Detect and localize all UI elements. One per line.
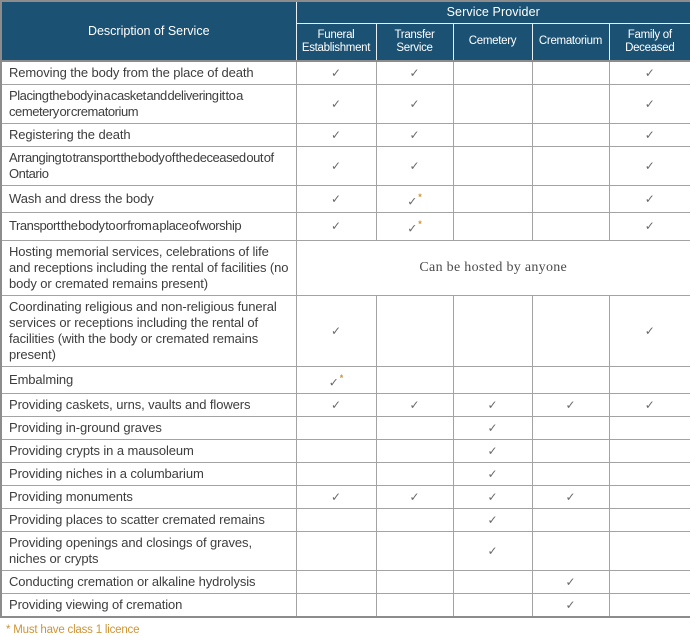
empty-cell	[453, 61, 532, 85]
empty-cell	[296, 462, 376, 485]
check-icon: ✓	[644, 128, 655, 142]
check-cell	[296, 85, 376, 124]
table-row	[1, 295, 690, 366]
table-row	[1, 462, 690, 485]
table-row	[1, 439, 690, 462]
empty-cell	[376, 416, 453, 439]
empty-cell	[609, 570, 690, 593]
check-cell	[296, 393, 376, 416]
empty-cell	[532, 186, 609, 213]
check-icon: ✓	[644, 192, 655, 207]
empty-cell	[376, 531, 453, 570]
check-cell	[609, 186, 690, 213]
table-row	[1, 124, 690, 147]
table-row	[1, 393, 690, 416]
check-icon: ✓	[487, 420, 498, 435]
empty-cell	[453, 124, 532, 147]
check-cell	[609, 85, 690, 124]
check-icon: ✓	[330, 128, 342, 142]
empty-cell	[453, 570, 532, 593]
empty-cell	[532, 124, 609, 147]
check-cell	[296, 295, 376, 366]
table-row	[1, 593, 690, 617]
check-cell	[453, 439, 532, 462]
table-row	[1, 85, 690, 124]
empty-cell	[296, 416, 376, 439]
check-icon: ✓	[644, 219, 655, 234]
service-cell: Providing niches in a columbarium	[1, 462, 296, 485]
empty-cell	[609, 439, 690, 462]
asterisk-icon: *	[418, 219, 422, 230]
table-body	[1, 61, 690, 617]
empty-cell	[296, 593, 376, 617]
service-cell: Arranging to transport the body of the deceased out of Ontario	[1, 147, 296, 186]
empty-cell	[453, 186, 532, 213]
empty-cell	[609, 416, 690, 439]
empty-cell	[453, 85, 532, 124]
check-cell	[296, 485, 376, 508]
service-cell: Transport the body to or from a place of worship	[1, 213, 296, 240]
empty-cell	[296, 439, 376, 462]
check-cell	[609, 61, 690, 85]
empty-cell	[296, 508, 376, 531]
provider-header-family-of-deceased: Family of Deceased	[609, 23, 690, 61]
empty-cell	[609, 485, 690, 508]
table-row	[1, 416, 690, 439]
empty-cell	[296, 570, 376, 593]
empty-cell	[376, 508, 453, 531]
check-cell	[296, 213, 376, 240]
empty-cell	[376, 462, 453, 485]
footnote: * Must have class 1 licence	[6, 623, 140, 636]
check-icon: ✓	[644, 66, 655, 80]
check-icon: ✓	[487, 512, 498, 527]
empty-cell	[532, 416, 609, 439]
provider-header-cemetery: Cemetery	[453, 23, 532, 61]
check-icon: ✓	[565, 574, 576, 589]
service-cell: Providing viewing of cremation	[1, 593, 296, 617]
table-row	[1, 186, 690, 213]
table-row	[1, 61, 690, 85]
check-icon: ✓	[487, 397, 498, 412]
empty-cell	[532, 213, 609, 240]
check-cell	[376, 124, 453, 147]
check-icon: ✓	[644, 97, 655, 111]
check-icon: ✓	[330, 97, 342, 111]
table-row	[1, 240, 690, 295]
service-cell: Registering the death	[1, 124, 296, 147]
empty-cell	[532, 85, 609, 124]
service-provider-group-header: Service Provider	[296, 1, 690, 23]
service-cell: Wash and dress the body	[1, 186, 296, 213]
empty-cell	[532, 439, 609, 462]
check-icon: ✓	[330, 192, 342, 207]
empty-cell	[609, 508, 690, 531]
empty-cell	[376, 295, 453, 366]
check-cell	[609, 124, 690, 147]
service-cell: Providing crypts in a mausoleum	[1, 439, 296, 462]
check-cell	[296, 61, 376, 85]
check-icon: ✓	[407, 221, 418, 236]
check-icon: ✓	[330, 323, 342, 338]
merged-note-cell: Can be hosted by anyone	[296, 240, 690, 295]
check-icon: ✓	[330, 219, 342, 234]
empty-cell	[296, 531, 376, 570]
empty-cell	[453, 593, 532, 617]
check-cell	[532, 570, 609, 593]
table-row	[1, 531, 690, 570]
empty-cell	[376, 439, 453, 462]
check-cell	[453, 531, 532, 570]
empty-cell	[376, 593, 453, 617]
check-icon: ✓	[330, 66, 342, 80]
check-cell	[376, 213, 453, 240]
empty-cell	[532, 295, 609, 366]
check-cell	[453, 393, 532, 416]
table-row	[1, 485, 690, 508]
check-icon: ✓	[409, 128, 420, 142]
check-icon: ✓	[407, 194, 418, 209]
service-cell: Providing in-ground graves	[1, 416, 296, 439]
check-icon: ✓	[409, 397, 420, 412]
empty-cell	[532, 366, 609, 393]
check-icon: ✓	[409, 66, 420, 80]
empty-cell	[376, 570, 453, 593]
empty-cell	[532, 462, 609, 485]
service-cell: Providing places to scatter cremated remains	[1, 508, 296, 531]
check-cell	[296, 147, 376, 186]
asterisk-icon: *	[339, 372, 344, 383]
empty-cell	[453, 213, 532, 240]
check-icon: ✓	[565, 597, 576, 612]
check-cell	[296, 186, 376, 213]
table-header	[1, 1, 690, 61]
check-cell	[376, 393, 453, 416]
check-icon: ✓	[330, 489, 342, 504]
empty-cell	[532, 147, 609, 186]
check-icon: ✓	[644, 159, 655, 173]
table-row	[1, 213, 690, 240]
check-cell	[453, 508, 532, 531]
check-cell	[609, 295, 690, 366]
table-row	[1, 570, 690, 593]
check-icon: ✓	[565, 397, 576, 412]
check-icon: ✓	[644, 397, 655, 412]
provider-header-funeral-establishment: Funeral Establishment	[296, 23, 376, 61]
check-cell	[296, 366, 376, 393]
provider-header-transfer-service: Transfer Service	[376, 23, 453, 61]
table-row	[1, 366, 690, 393]
check-cell	[376, 61, 453, 85]
check-cell	[376, 485, 453, 508]
empty-cell	[532, 61, 609, 85]
service-cell: Conducting cremation or alkaline hydrolysis	[1, 570, 296, 593]
empty-cell	[609, 593, 690, 617]
check-cell	[296, 124, 376, 147]
provider-header-crematorium: Crematorium	[532, 23, 609, 61]
empty-cell	[532, 531, 609, 570]
check-cell	[609, 393, 690, 416]
service-cell: Placing the body in a casket and delivering it to a cemetery or crematorium	[1, 85, 296, 124]
check-icon: ✓	[409, 97, 420, 111]
service-cell: Coordinating religious and non-religious funeral services or receptions including the rental of facilities (with the body or cremated remains present)	[1, 295, 296, 366]
service-cell: Embalming	[1, 366, 296, 393]
check-cell	[453, 416, 532, 439]
asterisk-icon: *	[418, 192, 422, 202]
service-cell: Providing monuments	[1, 485, 296, 508]
service-cell: Hosting memorial services, celebrations of life and receptions including the rental of facilities (no body or cremated remains present)	[1, 240, 296, 295]
table-row	[1, 508, 690, 531]
table-row	[1, 147, 690, 186]
empty-cell	[453, 147, 532, 186]
check-cell	[532, 593, 609, 617]
check-cell	[609, 213, 690, 240]
empty-cell	[532, 508, 609, 531]
empty-cell	[609, 531, 690, 570]
empty-cell	[609, 366, 690, 393]
service-cell: Providing caskets, urns, vaults and flowers	[1, 393, 296, 416]
check-cell	[376, 85, 453, 124]
check-cell	[453, 462, 532, 485]
check-icon: ✓	[330, 159, 342, 173]
check-icon: ✓	[487, 489, 498, 504]
empty-cell	[376, 366, 453, 393]
check-icon: ✓	[409, 159, 420, 173]
check-icon: ✓	[330, 397, 342, 412]
check-cell	[453, 485, 532, 508]
check-cell	[376, 186, 453, 213]
service-cell: Removing the body from the place of death	[1, 61, 296, 85]
check-icon: ✓	[409, 489, 420, 504]
check-cell	[532, 393, 609, 416]
check-icon: ✓	[644, 323, 655, 338]
check-icon: ✓	[487, 466, 498, 481]
check-cell	[609, 147, 690, 186]
check-icon: ✓	[487, 443, 498, 458]
empty-cell	[453, 295, 532, 366]
service-cell: Providing openings and closings of graves, niches or crypts	[1, 531, 296, 570]
check-icon: ✓	[328, 374, 339, 389]
check-icon: ✓	[487, 543, 498, 558]
check-icon: ✓	[565, 489, 576, 504]
description-of-service-header: Description of Service	[1, 1, 296, 61]
check-cell	[376, 147, 453, 186]
check-cell	[532, 485, 609, 508]
empty-cell	[453, 366, 532, 393]
empty-cell	[609, 462, 690, 485]
